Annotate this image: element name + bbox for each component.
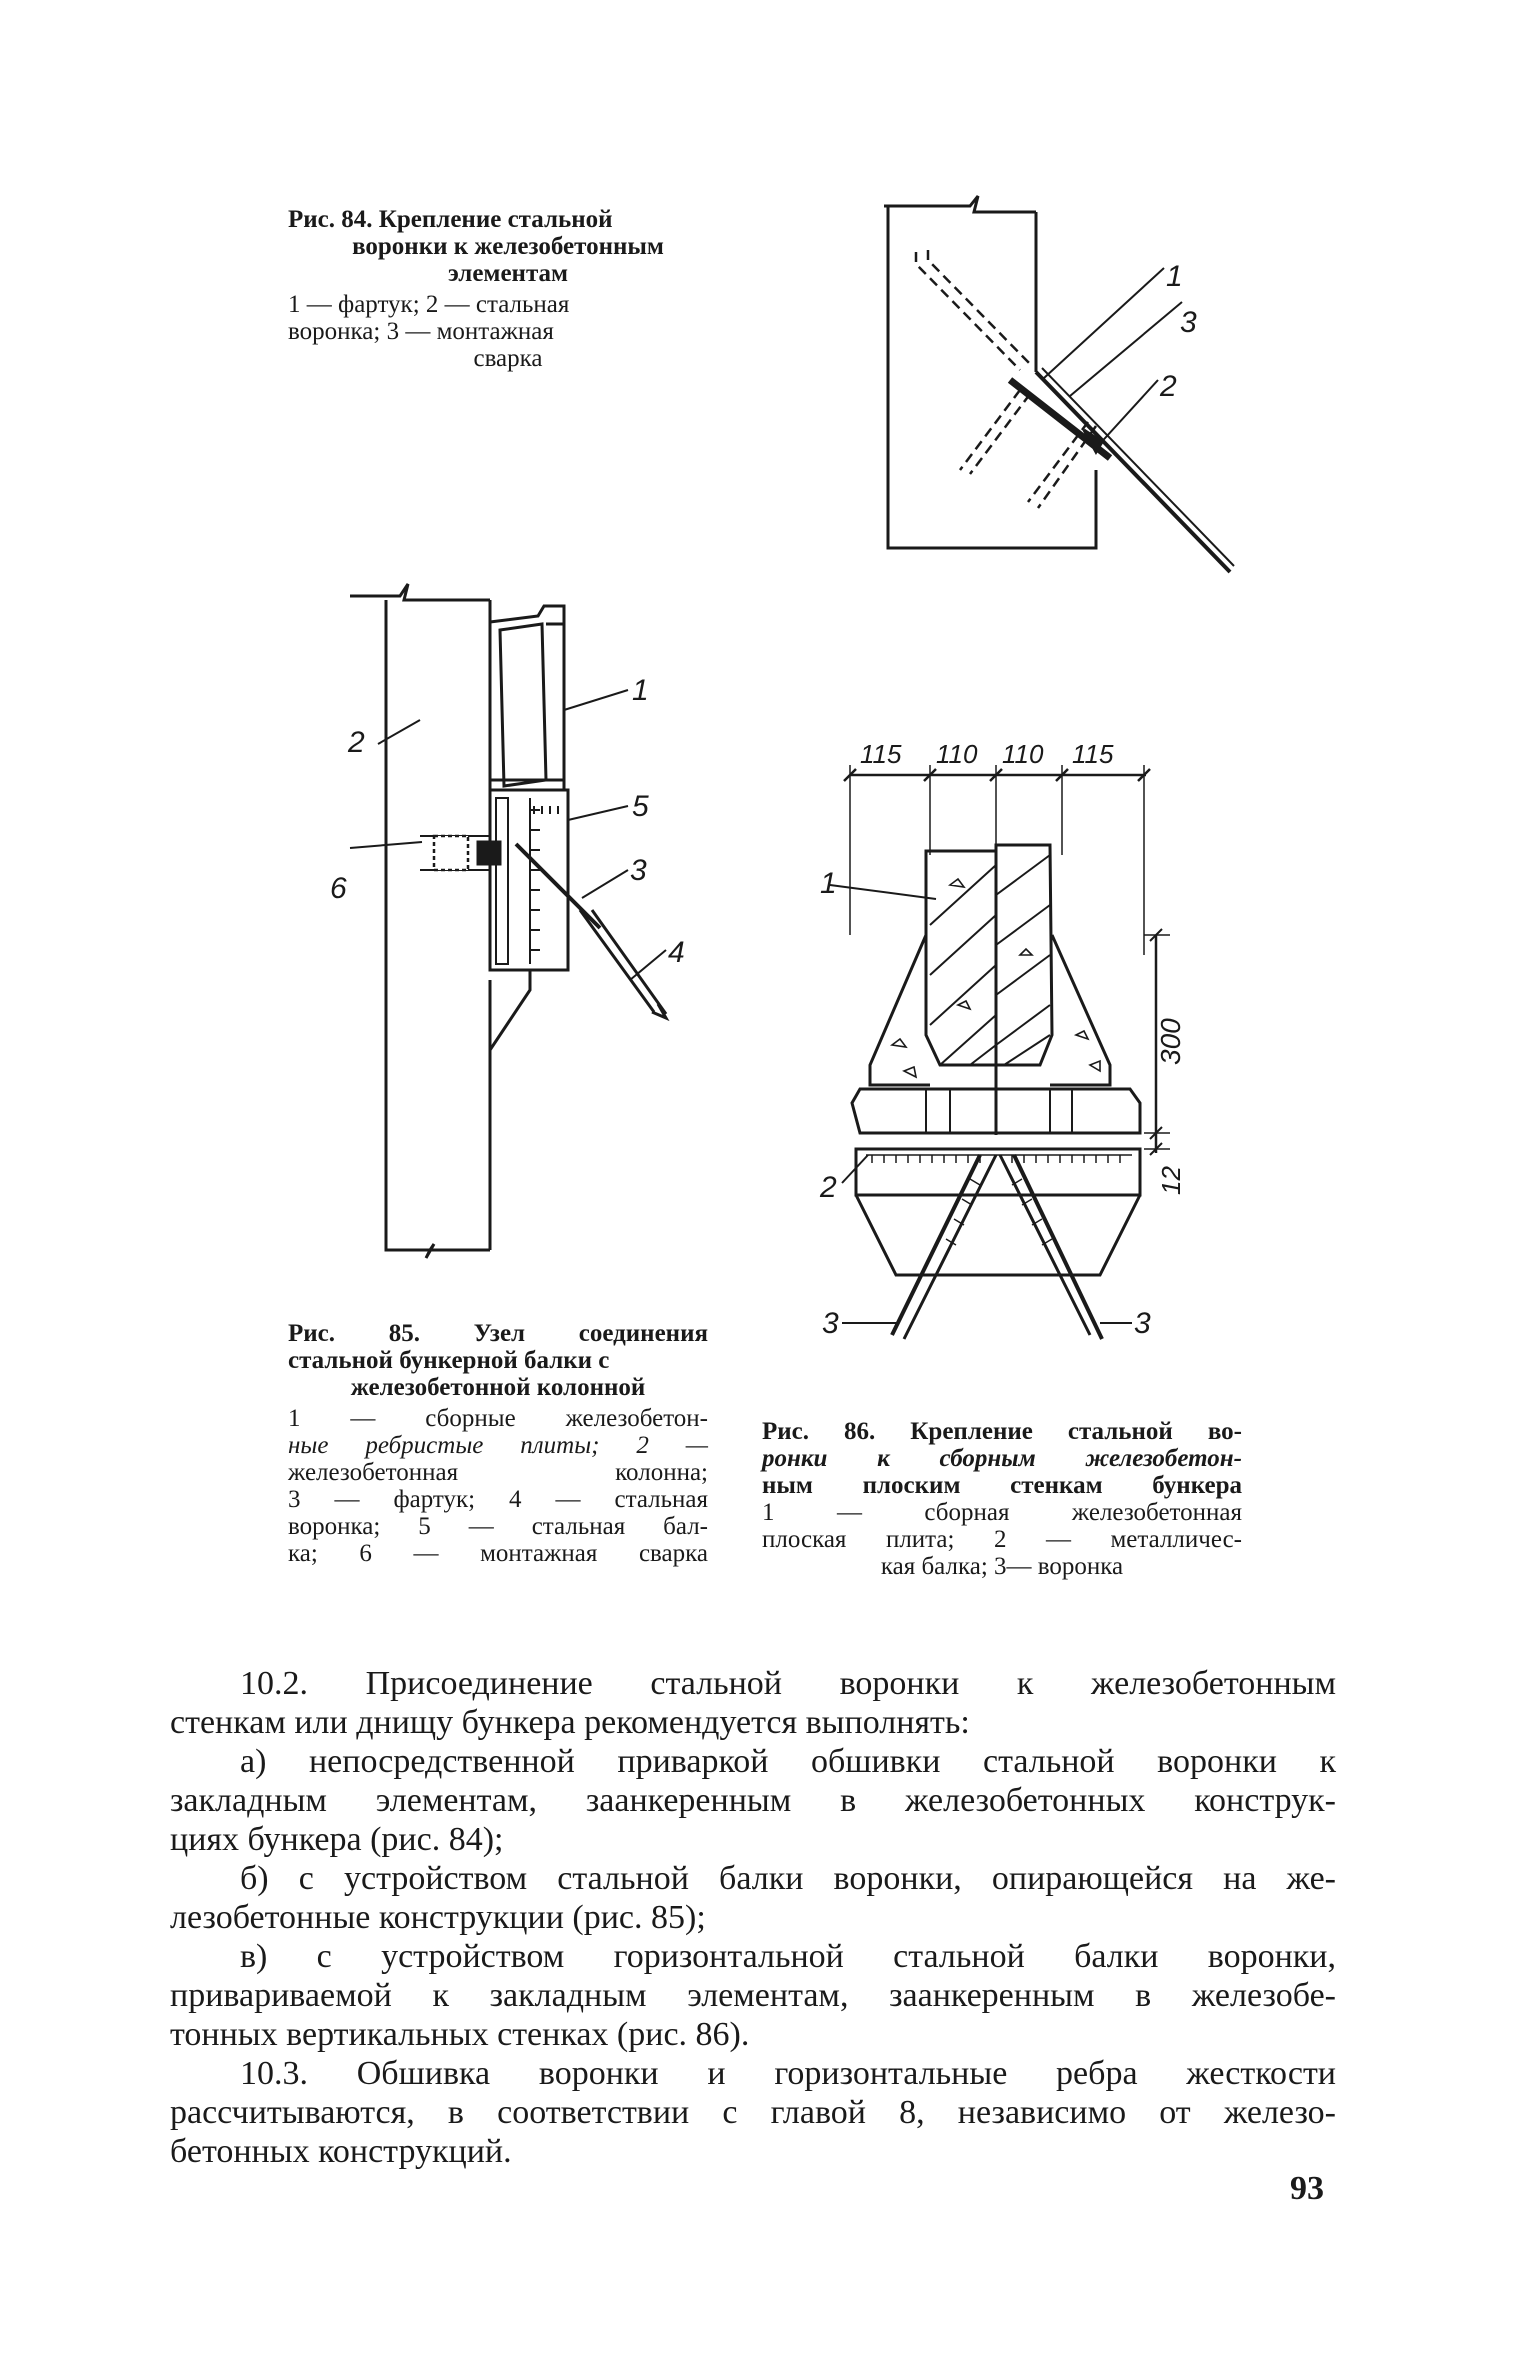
fig85-label-3: 3 xyxy=(630,854,647,887)
fig84-legend-3: сварка xyxy=(473,345,543,372)
fig86-title-3: ным плоским стенкам бункера xyxy=(762,1472,1242,1499)
fig84-title-3: элементам xyxy=(447,260,569,287)
fig86-title-1: Рис. 86. Крепление стальной во- xyxy=(762,1418,1242,1445)
fig86-dim-12: 12 xyxy=(1156,1166,1186,1195)
fig84-label-1: 1 xyxy=(1166,260,1183,293)
fig86-dim-300: 300 xyxy=(1155,1018,1186,1065)
fig85-label-5: 5 xyxy=(632,790,649,823)
p2-line-1: а) непосредственной приваркой обшивки стальной воронки к xyxy=(240,1743,1336,1780)
fig86-dim-2: 110 xyxy=(936,739,978,769)
p4-line-3: тонных вертикальных стенках (рис. 86). xyxy=(170,2016,750,2053)
fig85-label-6: 6 xyxy=(330,872,347,905)
p3-line-2: лезобетонные конструкции (рис. 85); xyxy=(170,1899,706,1936)
fig84-drawing xyxy=(870,190,1260,570)
fig86-dim-1: 115 xyxy=(860,739,902,769)
fig86-title-2: ронки к сборным железобетон- xyxy=(762,1445,1242,1472)
fig84-label-2: 2 xyxy=(1160,370,1177,403)
fig85-legend-2: ные ребристые плиты; 2 — xyxy=(288,1432,708,1459)
fig86-label-3-left: 3 xyxy=(822,1307,839,1340)
fig84-label-3: 3 xyxy=(1180,306,1197,339)
fig86-legend-1: 1 — сборная железобетонная xyxy=(762,1499,1242,1526)
fig86-dim-3: 110 xyxy=(1002,739,1044,769)
fig85-drawing xyxy=(330,580,730,1280)
fig84-title-2: воронки к железобетонным xyxy=(352,233,664,260)
fig84-legend-1: 1 — фартук; 2 — стальная xyxy=(288,291,570,318)
fig85-title-3: железобетонной колонной xyxy=(350,1374,646,1401)
p1-line-1: 10.2. Присоединение стальной воронки к железобетонным xyxy=(240,1665,1336,1702)
p2-line-2: закладным элементам, заанкеренным в железобетонных конструк- xyxy=(170,1782,1336,1819)
p2-line-3: циях бункера (рис. 84); xyxy=(170,1821,504,1858)
p4-line-2: привариваемой к закладным элементам, заанкеренным в железобе- xyxy=(170,1977,1336,2014)
fig85-label-2: 2 xyxy=(348,726,365,759)
fig86-legend-3: кая балка; 3— воронка xyxy=(880,1553,1124,1580)
fig85-legend-1: 1 — сборные железобетон- xyxy=(288,1405,708,1432)
p4-line-1: в) с устройством горизонтальной стальной балки воронки, xyxy=(240,1938,1336,1975)
fig85-title-2: стальной бункерной балки с xyxy=(288,1347,610,1374)
fig86-label-3-right: 3 xyxy=(1134,1307,1151,1340)
fig84-title-1: Рис. 84. Крепление стальной xyxy=(288,206,613,233)
body-text xyxy=(170,1664,1336,2171)
p1-line-2: стенкам или днищу бункера рекомендуется выполнять: xyxy=(170,1704,970,1741)
fig85-caption xyxy=(288,1320,708,1567)
fig85-legend-5: воронка; 5 — стальная бал- xyxy=(288,1513,708,1540)
fig84-legend-2: воронка; 3 — монтажная xyxy=(288,318,554,345)
p3-line-1: б) с устройством стальной балки воронки, опирающейся на же- xyxy=(240,1860,1336,1897)
fig84-caption xyxy=(288,206,728,372)
fig85-label-1: 1 xyxy=(632,674,649,707)
fig86-label-1: 1 xyxy=(820,867,837,900)
fig85-legend-6: ка; 6 — монтажная сварка xyxy=(288,1540,708,1567)
p5-line-1: 10.3. Обшивка воронки и горизонтальные ребра жесткости xyxy=(240,2055,1336,2092)
fig86-caption xyxy=(762,1418,1242,1580)
fig86-label-2: 2 xyxy=(820,1171,837,1204)
fig86-dim-4: 115 xyxy=(1072,739,1114,769)
p5-line-2: рассчитываются, в соответствии с главой 8, независимо от железо- xyxy=(170,2094,1336,2131)
p5-line-3: бетонных конструкций. xyxy=(170,2133,512,2170)
fig86-legend-2: плоская плита; 2 — металличес- xyxy=(762,1526,1242,1553)
fig85-legend-3: железобетонная колонна; xyxy=(288,1459,708,1486)
fig85-label-4: 4 xyxy=(668,936,685,969)
fig85-legend-4: 3 — фартук; 4 — стальная xyxy=(288,1486,708,1513)
page-number: 93 xyxy=(1290,2170,1324,2207)
fig85-title-1: Рис. 85. Узел соединения xyxy=(288,1320,708,1347)
fig86-drawing xyxy=(800,735,1200,1375)
